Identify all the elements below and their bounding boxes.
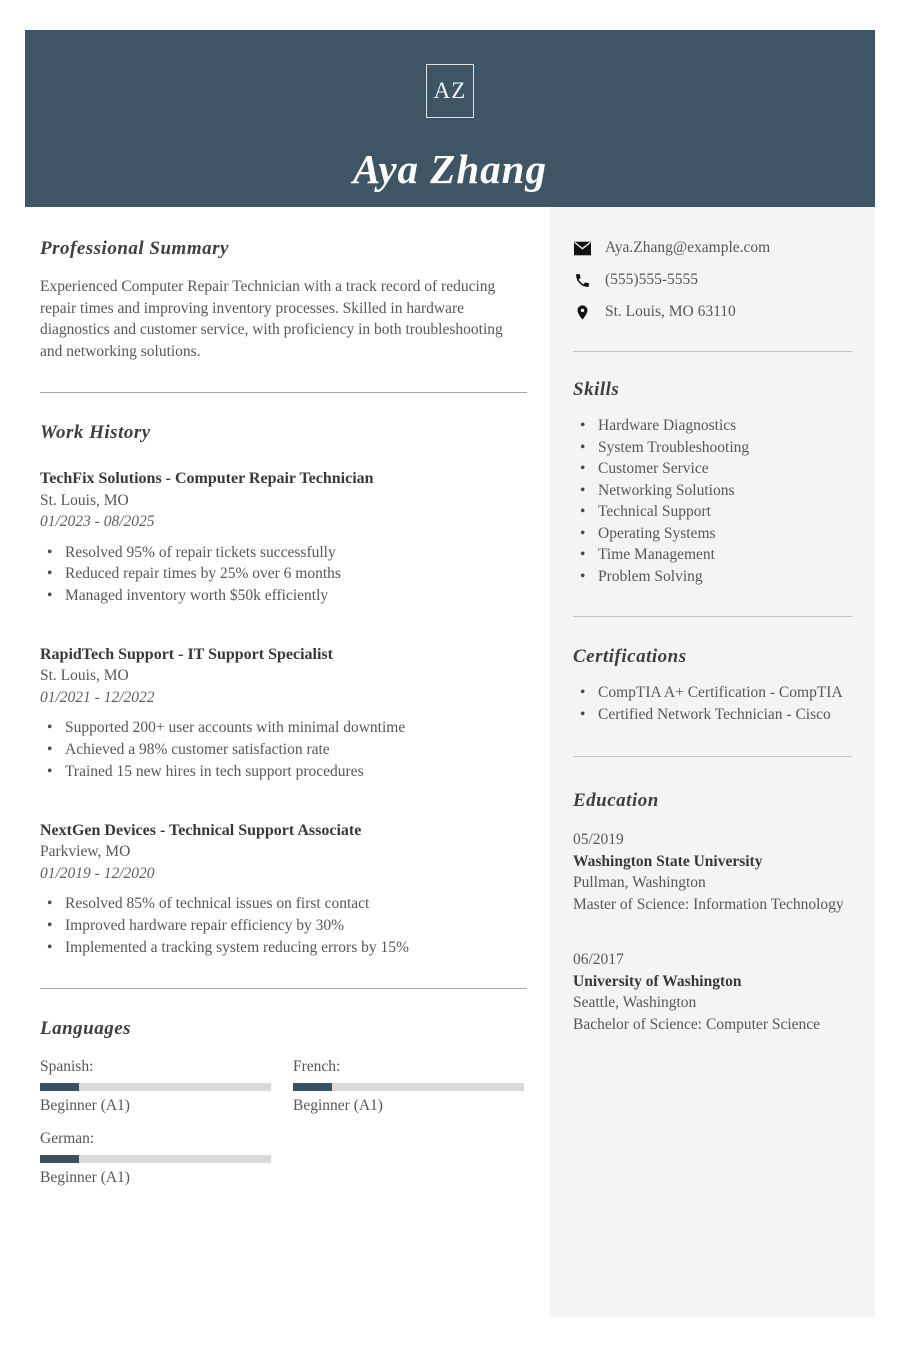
- job-bullet-list: [40, 542, 527, 607]
- job-dates: 01/2021 - 12/2022: [40, 688, 155, 706]
- phone-icon: [573, 271, 591, 289]
- divider-after-skills: [573, 616, 852, 617]
- language-item: [293, 1057, 524, 1116]
- job-bullet-list: [40, 717, 527, 782]
- skills-list: [573, 415, 852, 587]
- language-name: French:: [293, 1057, 341, 1075]
- contact-block: [573, 239, 852, 321]
- contact-email: Aya.Zhang@example.com: [605, 239, 771, 256]
- certifications-heading: Certifications: [573, 646, 687, 667]
- language-level: Beginner (A1): [293, 1096, 383, 1114]
- language-progress-fill: [293, 1083, 332, 1091]
- main-column: [40, 207, 527, 1188]
- sidebar-column: [550, 207, 875, 1317]
- location-pin-icon: [573, 303, 591, 321]
- job-bullet: • Managed inventory worth $50k efficiently: [40, 585, 527, 607]
- education-school: Washington State University: [573, 852, 763, 870]
- skill-item: • Customer Service: [573, 458, 852, 480]
- language-progress-bar: [293, 1083, 524, 1091]
- job-entry: [40, 644, 527, 783]
- divider-after-work: [40, 988, 527, 989]
- job-title: RapidTech Support - IT Support Specialist: [40, 645, 333, 663]
- education-date: 06/2017: [573, 951, 624, 968]
- skill-item: • Networking Solutions: [573, 480, 852, 502]
- certification-item: • Certified Network Technician - Cisco: [573, 704, 852, 726]
- education-degree: Master of Science: Information Technology: [573, 895, 844, 913]
- language-name: Spanish:: [40, 1057, 94, 1075]
- language-progress-fill: [40, 1155, 79, 1163]
- languages-grid: [40, 1057, 527, 1188]
- language-progress-bar: [40, 1083, 271, 1091]
- job-bullet: • Reduced repair times by 25% over 6 months: [40, 563, 527, 585]
- job-dates: 01/2019 - 12/2020: [40, 864, 155, 882]
- divider-after-certifications: [573, 756, 852, 757]
- skill-item: • System Troubleshooting: [573, 437, 852, 459]
- education-location: Seattle, Washington: [573, 994, 697, 1011]
- job-bullet: • Resolved 95% of repair tickets successfully: [40, 542, 527, 564]
- skill-item: • Hardware Diagnostics: [573, 415, 852, 437]
- job-bullet: • Supported 200+ user accounts with minimal downtime: [40, 717, 527, 739]
- job-dates: 01/2023 - 08/2025: [40, 513, 155, 530]
- education-degree: Bachelor of Science: Computer Science: [573, 1015, 821, 1033]
- monogram-badge: [426, 64, 474, 118]
- divider-after-summary: [40, 392, 527, 393]
- job-bullet: • Achieved a 98% customer satisfaction rate: [40, 739, 527, 761]
- contact-phone-row: [573, 271, 852, 289]
- languages-heading: Languages: [40, 1017, 132, 1039]
- certification-item: • CompTIA A+ Certification - CompTIA: [573, 682, 852, 704]
- contact-location: St. Louis, MO 63110: [605, 303, 736, 320]
- language-progress-bar: [40, 1155, 271, 1163]
- language-item: [40, 1057, 271, 1116]
- language-progress-fill: [40, 1083, 79, 1091]
- email-icon: [573, 239, 591, 257]
- divider-after-contact: [573, 351, 852, 352]
- header-band: [25, 30, 875, 207]
- summary-heading: Professional Summary: [40, 238, 229, 259]
- summary-text: Experienced Computer Repair Technician with a track record of reducing repair times and improving inventory processes. Skilled in hardware diagnostics and customer service, with proficiency in both troubleshooting and networking solutions.: [40, 278, 503, 360]
- job-bullet: • Resolved 85% of technical issues on first contact: [40, 893, 527, 915]
- job-location: St. Louis, MO: [40, 491, 129, 509]
- job-location: Parkview, MO: [40, 843, 131, 861]
- education-entry: [573, 949, 852, 1035]
- job-entry: [40, 820, 527, 959]
- job-bullet-list: [40, 893, 527, 958]
- job-bullet: • Implemented a tracking system reducing errors by 15%: [40, 937, 527, 959]
- job-bullet: • Trained 15 new hires in tech support procedures: [40, 761, 527, 783]
- education-location: Pullman, Washington: [573, 874, 706, 891]
- skill-item: • Time Management: [573, 544, 852, 566]
- job-entry: [40, 468, 527, 607]
- language-level: Beginner (A1): [40, 1168, 130, 1186]
- language-level: Beginner (A1): [40, 1096, 130, 1114]
- monogram-initials: AZ: [433, 78, 467, 103]
- skill-item: • Technical Support: [573, 501, 852, 523]
- contact-email-row: [573, 239, 852, 257]
- candidate-name: Aya Zhang: [353, 146, 547, 192]
- skill-item: • Problem Solving: [573, 566, 852, 588]
- job-location: St. Louis, MO: [40, 667, 129, 685]
- certifications-list: [573, 682, 852, 725]
- education-date: 05/2019: [573, 831, 624, 848]
- language-item: [40, 1129, 271, 1188]
- job-bullet: • Improved hardware repair efficiency by 30%: [40, 915, 527, 937]
- contact-phone: (555)555-5555: [605, 271, 698, 288]
- skills-heading: Skills: [573, 379, 620, 400]
- language-name: German:: [40, 1129, 95, 1147]
- education-heading: Education: [573, 790, 659, 811]
- education-school: University of Washington: [573, 972, 742, 990]
- job-title: TechFix Solutions - Computer Repair Technician: [40, 470, 374, 487]
- skill-item: • Operating Systems: [573, 523, 852, 545]
- education-entry: [573, 829, 852, 915]
- work-history-heading: Work History: [40, 422, 151, 443]
- contact-location-row: [573, 303, 852, 321]
- job-title: NextGen Devices - Technical Support Associate: [40, 821, 362, 839]
